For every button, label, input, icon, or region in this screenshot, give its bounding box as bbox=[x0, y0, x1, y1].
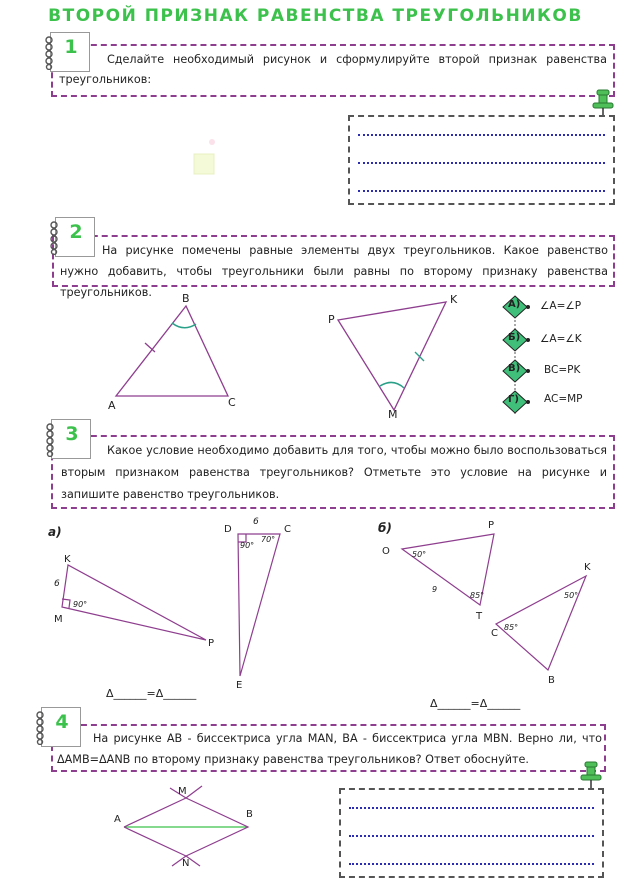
task-4-number: 4 bbox=[55, 711, 69, 733]
answer-line bbox=[358, 134, 605, 136]
vertex-label-k: K bbox=[584, 562, 591, 573]
task-1-box bbox=[51, 44, 615, 97]
vertex-label-a: A bbox=[108, 399, 116, 412]
angle-label: 90° bbox=[73, 600, 88, 609]
angle-label: 85° bbox=[504, 623, 519, 632]
angle-label: 90° bbox=[240, 541, 255, 550]
angle-label: 50° bbox=[412, 550, 427, 559]
vertex-label-t: T bbox=[476, 611, 483, 622]
pushpin-icon bbox=[590, 88, 616, 118]
vertex-label-c: C bbox=[228, 396, 236, 409]
answer-line bbox=[349, 807, 594, 809]
vertex-label-p: P bbox=[208, 638, 215, 649]
angle-arc bbox=[380, 382, 404, 388]
task-3-figure bbox=[40, 512, 620, 692]
answer-line bbox=[349, 835, 594, 837]
answer-line bbox=[358, 190, 605, 192]
task-3-box bbox=[51, 435, 615, 509]
label-a: а) bbox=[48, 525, 62, 539]
task-1-badge bbox=[50, 32, 90, 72]
task-4-badge bbox=[41, 707, 81, 747]
vertex-label-m: M bbox=[178, 786, 187, 797]
vertex-label-c: C bbox=[491, 628, 498, 639]
tick-mark bbox=[415, 352, 424, 361]
option-b-letter: Б) bbox=[508, 332, 521, 343]
task-2-box bbox=[52, 235, 615, 299]
option-b-text: ∠A=∠K bbox=[540, 333, 582, 345]
task-3-number: 3 bbox=[65, 423, 79, 445]
side-label: 6 bbox=[54, 579, 60, 589]
vertex-label-k: K bbox=[450, 293, 458, 306]
vertex-label-m: M bbox=[54, 614, 63, 625]
vertex-label-d: D bbox=[224, 524, 232, 535]
vertex-label-k: K bbox=[64, 554, 71, 565]
answer-line bbox=[358, 162, 605, 164]
option-d-text: AC=MP bbox=[544, 393, 583, 405]
label-b: б) bbox=[378, 521, 392, 535]
task-3-badge bbox=[51, 419, 91, 459]
option-a[interactable] bbox=[500, 295, 610, 319]
vertex-label-b: B bbox=[548, 675, 555, 686]
task-1-number: 1 bbox=[64, 36, 78, 58]
task-4-text: На рисунке AB - биссектриса угла MAN, BA - биссектриса угла MBN. Верно ли, что ΔAMB=ΔANB по второму признаку равенства треугольников? Ответ обоснуйте. bbox=[57, 732, 602, 766]
task-4-box bbox=[51, 724, 606, 772]
vertex-label-b: B bbox=[182, 292, 190, 305]
angle-label: 70° bbox=[261, 535, 276, 544]
task-4-figure bbox=[110, 780, 270, 870]
vertex-label-o: O bbox=[382, 546, 390, 557]
angle-label: 50° bbox=[564, 591, 579, 600]
answer-line bbox=[349, 863, 594, 865]
triangle-abc bbox=[116, 306, 228, 396]
vertex-label-a: A bbox=[114, 814, 121, 825]
task-2-number: 2 bbox=[69, 221, 83, 243]
option-b[interactable] bbox=[500, 328, 610, 352]
vertex-label-n: N bbox=[182, 858, 190, 869]
side-label: 9 bbox=[432, 585, 438, 594]
vertex-label-c: C bbox=[284, 524, 291, 535]
option-d[interactable] bbox=[500, 390, 610, 414]
angle-arc bbox=[172, 323, 196, 328]
task-2-badge bbox=[55, 217, 95, 257]
task-3-text: Какое условие необходимо добавить для того, чтобы можно было воспользоваться вторым признаком равенства треугольников? Отметьте это условие на рисунке и запишите равенство треугольников. bbox=[61, 444, 607, 501]
option-a-text: ∠A=∠P bbox=[540, 300, 582, 312]
option-c-letter: В) bbox=[508, 363, 521, 374]
task-4-answer-box[interactable] bbox=[339, 788, 604, 878]
pushpin-icon bbox=[578, 760, 604, 790]
equation-b-field[interactable]: Δ______=Δ______ bbox=[430, 697, 521, 710]
vertex-label-m: M bbox=[388, 408, 398, 421]
triangle-pkm bbox=[338, 302, 446, 410]
task-2-text: На рисунке помечены равные элементы двух треугольников. Какое равенство нужно добавить, чтобы треугольники были равны по второму признаку равенства треугольников. bbox=[60, 244, 608, 299]
decorative-sticker-icon bbox=[192, 138, 220, 178]
vertex-label-e: E bbox=[236, 680, 243, 691]
equation-a-field[interactable]: Δ______=Δ______ bbox=[106, 687, 197, 700]
triangle-dce bbox=[238, 534, 280, 676]
page-title: ВТОРОЙ ПРИЗНАК РАВЕНСТВА ТРЕУГОЛЬНИКОВ bbox=[48, 6, 583, 26]
option-c-text: BC=PK bbox=[544, 364, 581, 376]
task-1-text: Сделайте необходимый рисунок и сформулируйте второй признак равенства треугольников: bbox=[59, 53, 607, 86]
task-1-answer-box[interactable] bbox=[348, 115, 615, 205]
vertex-label-p: P bbox=[488, 520, 495, 531]
option-d-letter: Г) bbox=[508, 394, 519, 405]
side-label: 6 bbox=[253, 517, 259, 527]
vertex-label-b: B bbox=[246, 809, 253, 820]
task-2-figure bbox=[100, 290, 480, 430]
angle-label: 85° bbox=[470, 591, 485, 600]
option-c[interactable] bbox=[500, 359, 610, 383]
vertex-label-p: P bbox=[328, 313, 335, 326]
option-a-letter: А) bbox=[508, 299, 521, 310]
